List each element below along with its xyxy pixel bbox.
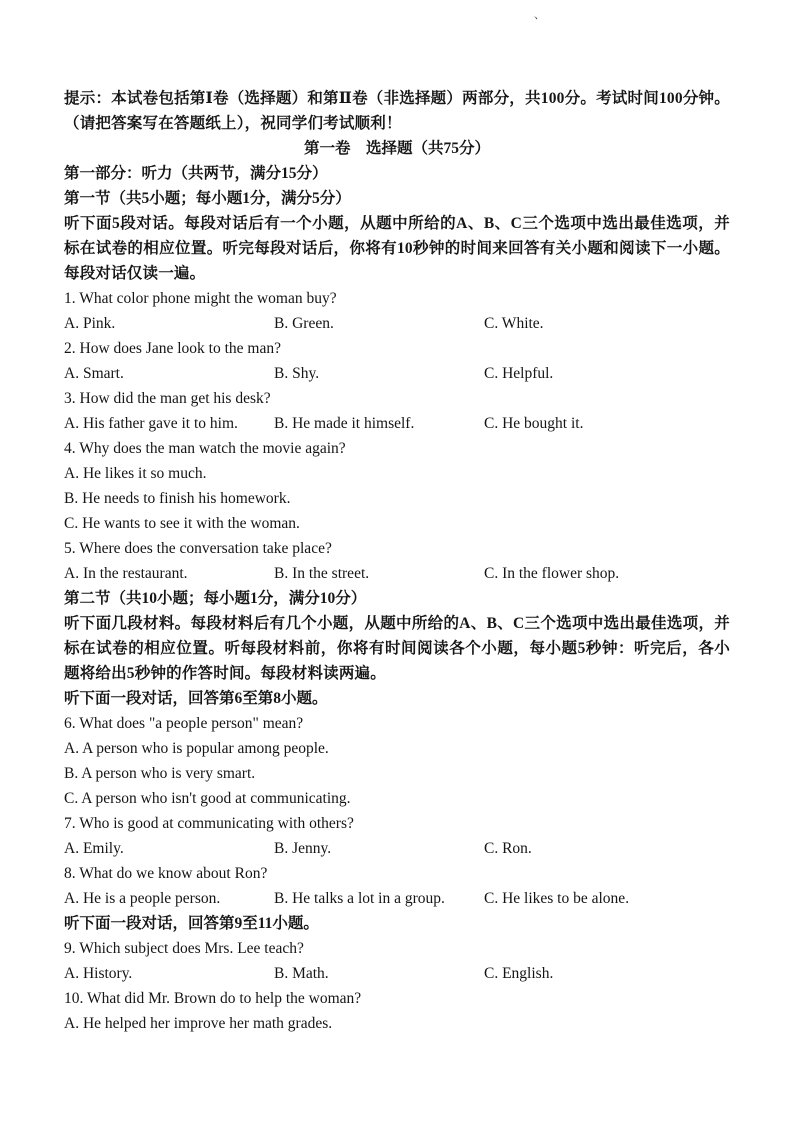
option-item: B. Math. — [274, 965, 329, 982]
option-item: B. In the street. — [274, 565, 370, 582]
option-item: A. Emily. — [64, 840, 124, 857]
option-item: A. His father gave it to him. — [64, 415, 238, 432]
question-text: 5. Where does the conversation take place? — [64, 540, 332, 557]
option-item: A. Pink. — [64, 315, 116, 332]
option-item: A. Smart. — [64, 365, 124, 382]
option-item: C. Ron. — [484, 840, 532, 857]
option-item: B. Jenny. — [274, 840, 332, 857]
option-item: B. Green. — [274, 315, 334, 332]
option-line: A. He likes it so much. — [64, 465, 207, 482]
option-item: C. He bought it. — [484, 415, 584, 432]
options-row — [64, 836, 730, 861]
question-text: 9. Which subject does Mrs. Lee teach? — [64, 940, 304, 957]
question-text: 3. How did the man get his desk? — [64, 390, 271, 407]
question-text: 10. What did Mr. Brown do to help the woman? — [64, 990, 362, 1007]
instruction-paragraph: 听下面5段对话。每段对话后有一个小题，从题中所给的A、B、C三个选项中选出最佳选项，并标在试卷的相应位置。听完每段对话后，你将有10秒钟的时间来回答有关小题和阅读下一小题。每段对话仅读一遍。 — [64, 215, 730, 282]
question-text: 8. What do we know about Ron? — [64, 865, 268, 882]
question-text: 4. Why does the man watch the movie again? — [64, 440, 346, 457]
option-line: A. He helped her improve her math grades. — [64, 1015, 333, 1032]
option-item: B. He talks a lot in a group. — [274, 890, 445, 907]
option-line: C. A person who isn't good at communicating. — [64, 790, 351, 807]
option-item: A. He is a people person. — [64, 890, 221, 907]
page-top-mark: 、 — [534, 9, 545, 21]
option-item: C. He likes to be alone. — [484, 890, 630, 907]
option-item: C. White. — [484, 315, 544, 332]
options-row — [64, 561, 730, 586]
question-text: 2. How does Jane look to the man? — [64, 340, 281, 357]
options-row — [64, 886, 730, 911]
option-item: C. In the flower shop. — [484, 565, 620, 582]
option-line: C. He wants to see it with the woman. — [64, 515, 300, 532]
section-heading: 听下面一段对话，回答第9至11小题。 — [64, 915, 319, 932]
option-item: C. English. — [484, 965, 554, 982]
instruction-paragraph: 听下面几段材料。每段材料后有几个小题，从题中所给的A、B、C三个选项中选出最佳选项，并标在试卷的相应位置。听每段材料前，你将有时间阅读各个小题，每小题5秒钟：听完后，各小题将给出5秒钟的作答时间。每段材料读两遍。 — [64, 615, 730, 682]
section-heading: 听下面一段对话，回答第6至第8小题。 — [64, 690, 328, 707]
options-row — [64, 311, 730, 336]
option-item: B. Shy. — [274, 365, 320, 382]
options-row — [64, 961, 730, 986]
instruction-paragraph: 提示：本试卷包括第Ⅰ卷（选择题）和第Ⅱ卷（非选择题）两部分，共100分。考试时间100分钟。（请把答案写在答题纸上），祝同学们考试顺利！ — [64, 90, 730, 132]
paper-title: 第一卷 选择题（共75分） — [303, 140, 490, 157]
option-item: B. He made it himself. — [274, 415, 415, 432]
option-item: A. History. — [64, 965, 133, 982]
section-heading: 第二节（共10小题；每小题1分，满分10分） — [64, 590, 367, 607]
option-line: B. A person who is very smart. — [64, 765, 256, 782]
section-heading: 第一部分：听力（共两节，满分15分） — [64, 165, 328, 182]
option-item: A. In the restaurant. — [64, 565, 188, 582]
option-line: A. A person who is popular among people. — [64, 740, 329, 757]
option-item: C. Helpful. — [484, 365, 554, 382]
question-text: 6. What does "a people person" mean? — [64, 715, 304, 732]
options-row — [64, 411, 730, 436]
section-heading: 第一节（共5小题；每小题1分，满分5分） — [64, 190, 351, 207]
option-line: B. He needs to finish his homework. — [64, 490, 291, 507]
options-row — [64, 361, 730, 386]
question-text: 1. What color phone might the woman buy? — [64, 290, 337, 307]
question-text: 7. Who is good at communicating with others? — [64, 815, 354, 832]
